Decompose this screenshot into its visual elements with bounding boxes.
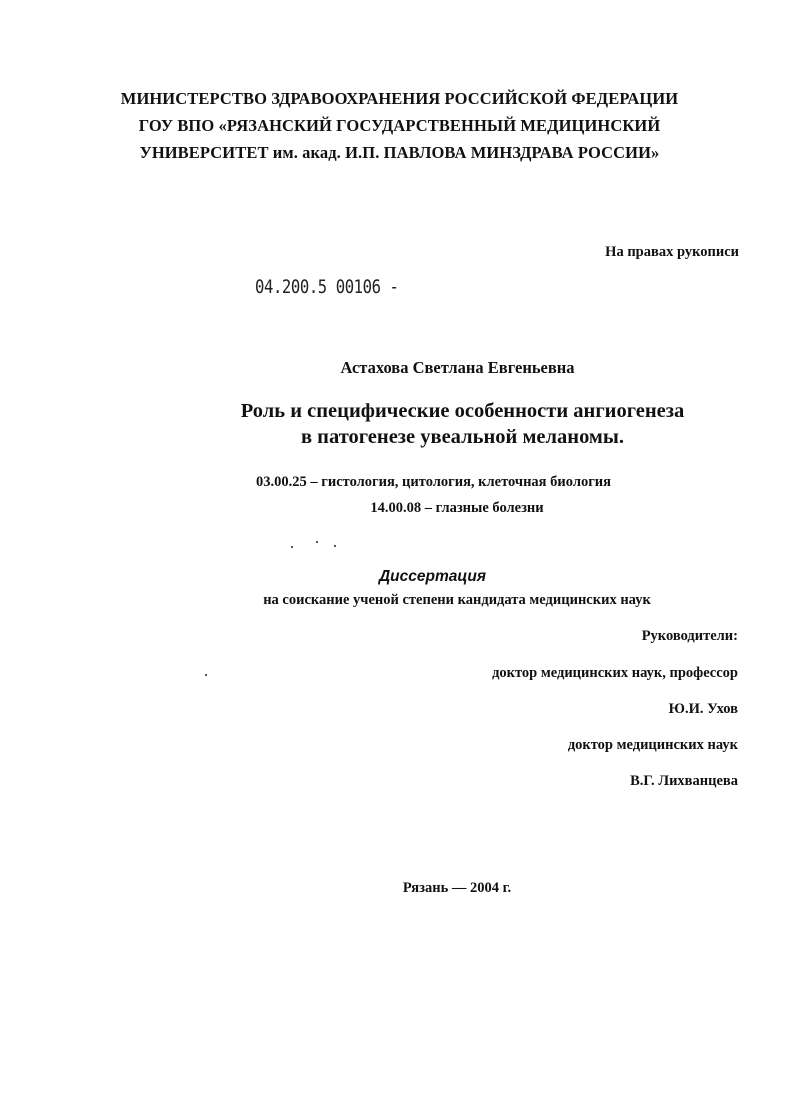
place-year: Рязань — 2004 г. [402, 880, 512, 896]
supervisor-1-title: доктор медицинских наук, профессор [492, 665, 738, 681]
scan-speck [334, 545, 336, 547]
document-type: Диссертация [378, 568, 486, 585]
thesis-title-line-2: в патогенезе увеальной меланомы. [300, 426, 625, 448]
specialty-line-1: 03.00.25 – гистология, цитология, клеточная биология [256, 474, 611, 490]
scan-speck [291, 546, 293, 548]
ministry-line-3: УНИВЕРСИТЕТ им. акад. И.П. ПАВЛОВА МИНЗДРАВА РОССИИ» [139, 143, 660, 162]
specialty-line-2: 14.00.08 – глазные болезни [370, 500, 544, 516]
scan-speck [316, 541, 318, 543]
supervisor-2-name: В.Г. Лихванцева [630, 773, 738, 789]
scan-speck [205, 674, 207, 676]
supervisor-2-title: доктор медицинских наук [567, 737, 738, 753]
ministry-line-1: МИНИСТЕРСТВО ЗДРАВООХРАНЕНИЯ РОССИЙСКОЙ ФЕДЕРАЦИИ [120, 89, 679, 108]
thesis-title-line-1: Роль и специфические особенности ангиогенеза [240, 400, 685, 422]
degree-line: на соискание ученой степени кандидата медицинских наук [263, 592, 651, 608]
ministry-line-2: ГОУ ВПО «РЯЗАНСКИЙ ГОСУДАРСТВЕННЫЙ МЕДИЦИНСКИЙ [138, 116, 661, 135]
supervisor-1-name: Ю.И. Ухов [668, 701, 738, 717]
registration-stamp: 04.200.5 00106 - [255, 276, 399, 298]
manuscript-note: На правах рукописи [605, 244, 739, 260]
author-name: Астахова Светлана Евгеньевна [340, 358, 575, 377]
supervisors-heading: Руководители: [641, 628, 738, 644]
